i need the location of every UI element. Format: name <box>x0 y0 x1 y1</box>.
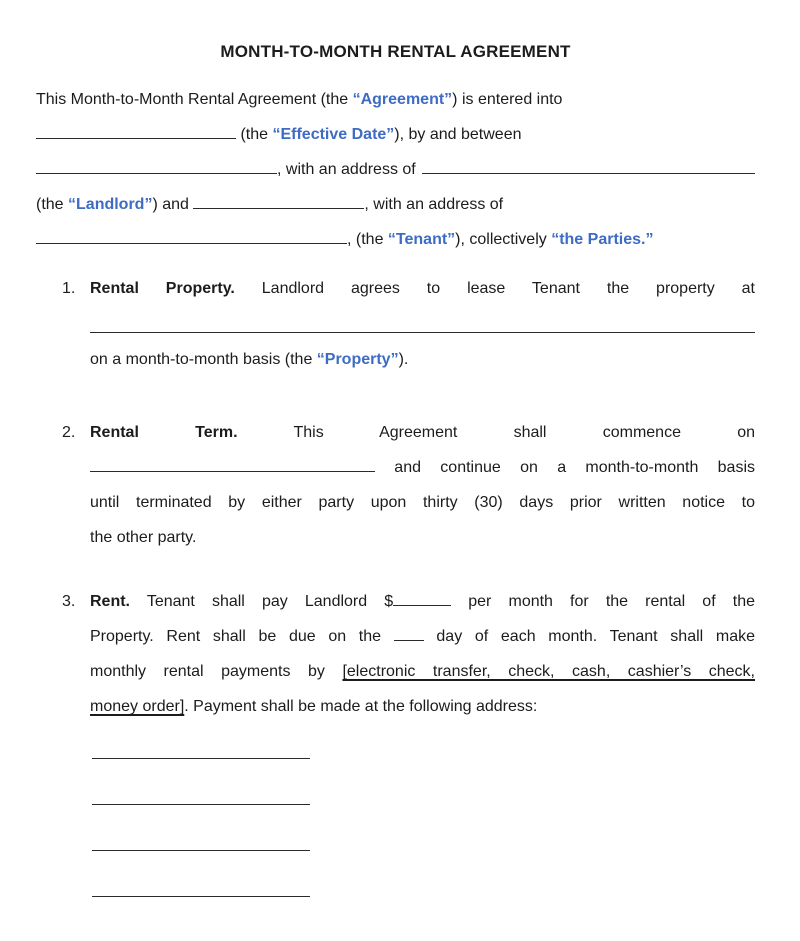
text-line <box>36 117 755 152</box>
text-run: until terminated by either party upon thirty (30) days prior written notice to <box>90 494 755 511</box>
text-run: per month for the rental of the <box>451 593 756 610</box>
text-line <box>90 415 755 450</box>
text-run: the other party. <box>90 529 197 546</box>
payment-address-blanks <box>92 724 755 897</box>
clause-number: 1. <box>62 280 76 297</box>
text-line <box>90 342 755 377</box>
text-line <box>90 584 755 619</box>
text-line <box>36 187 755 222</box>
blank-field[interactable] <box>36 240 347 244</box>
text-line <box>90 450 755 485</box>
address-blank-line[interactable] <box>92 759 310 805</box>
text-run: day of each month. Tenant shall make <box>423 628 756 645</box>
clause-item <box>36 271 755 377</box>
clause-item <box>36 415 755 555</box>
text-run: Landlord agrees to lease Tenant the property at <box>234 280 755 297</box>
text-run: on a month-to-month basis (the <box>90 351 317 368</box>
text-run: (the <box>36 196 69 213</box>
text-run: , with an address of <box>364 196 504 213</box>
text-run: ), collectively <box>455 231 552 248</box>
text-run: This Month-to-Month Rental Agreement (the <box>36 91 353 108</box>
text-run: . Payment shall be made at the following address: <box>184 698 538 715</box>
blank-field[interactable] <box>393 602 451 606</box>
text-run: ) is entered into <box>452 91 563 108</box>
clause-number: 3. <box>62 593 76 610</box>
numbered-clauses <box>36 271 755 724</box>
text-run: , with an address of <box>277 161 416 178</box>
text-run: Property. Rent shall be due on the <box>90 628 394 645</box>
blank-field[interactable] <box>90 306 755 333</box>
document-title: MONTH-TO-MONTH RENTAL AGREEMENT <box>220 42 571 61</box>
text-line <box>90 619 755 654</box>
blank-field[interactable] <box>36 135 236 139</box>
text-run: , (the <box>347 231 388 248</box>
underlined-text: [electronic transfer, check, cash, cashier’s check, <box>342 663 756 680</box>
term-highlight: “Tenant” <box>387 231 456 248</box>
bold-text: Rental Property. <box>90 280 235 297</box>
address-blank-line[interactable] <box>92 724 310 759</box>
text-line <box>36 82 755 117</box>
text-line <box>90 485 755 520</box>
text-line <box>90 654 755 689</box>
term-highlight: “the Parties.” <box>551 231 654 248</box>
text-run: and continue on a month-to-month basis <box>375 459 755 476</box>
text-run: ) and <box>152 196 194 213</box>
term-highlight: “Property” <box>316 351 399 368</box>
underlined-text: money order] <box>90 698 185 715</box>
address-blank-line[interactable] <box>92 805 310 851</box>
bold-text: Rental Term. <box>90 424 238 441</box>
text-run: ), by and between <box>394 126 522 143</box>
blank-field[interactable] <box>90 468 375 472</box>
text-line <box>36 152 755 187</box>
text-run: (the <box>236 126 273 143</box>
blank-field[interactable] <box>394 637 424 641</box>
address-blank-line[interactable] <box>92 851 310 897</box>
blank-field[interactable] <box>36 170 277 174</box>
text-line <box>90 520 755 555</box>
text-line <box>36 222 755 257</box>
clause-item <box>36 584 755 724</box>
text-run: This Agreement shall commence on <box>237 424 756 441</box>
bold-text: Rent. <box>90 593 130 610</box>
text-run: Tenant shall pay Landlord $ <box>130 593 394 610</box>
text-line <box>90 689 755 724</box>
term-highlight: “Agreement” <box>352 91 453 108</box>
text-run: ). <box>398 351 409 368</box>
blank-field[interactable] <box>422 170 755 174</box>
text-run: monthly rental payments by <box>90 663 343 680</box>
blank-field[interactable] <box>193 205 364 209</box>
term-highlight: “Effective Date” <box>272 126 395 143</box>
intro-paragraph <box>36 82 755 257</box>
clause-number: 2. <box>62 424 76 441</box>
term-highlight: “Landlord” <box>68 196 153 213</box>
text-line <box>90 271 755 306</box>
